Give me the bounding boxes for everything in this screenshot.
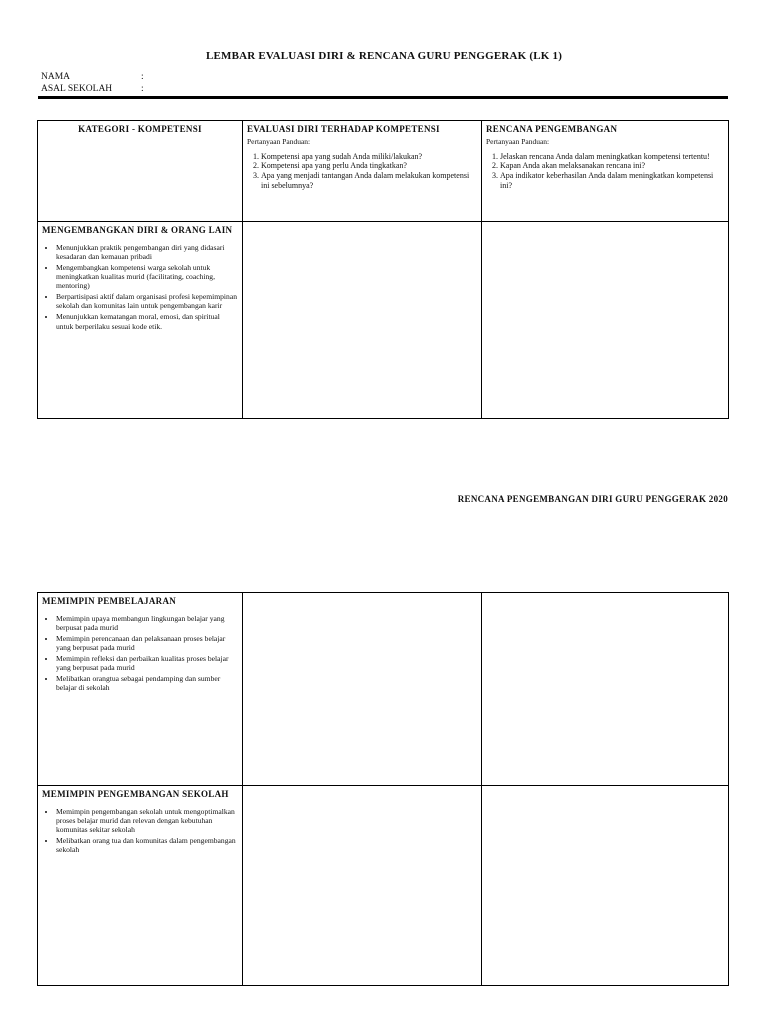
header-rencana-label: RENCANA PENGEMBANGAN xyxy=(486,124,618,134)
evaluasi-guide-label: Pertanyaan Panduan: xyxy=(247,136,311,146)
list-item: • Memimpin pengembangan sekolah untuk mengoptimalkan proses belajar murid dan relevan dengan kebutuhan komunitas sekitar sekolah xyxy=(56,807,238,834)
list-item: • Memimpin perencanaan dan pelaksanaan proses belajar yang berpusat pada murid xyxy=(56,634,238,652)
list-item: • Melibatkan orangtua sebagai pendamping dan sumber belajar di sekolah xyxy=(56,674,238,692)
category-cell xyxy=(38,786,243,986)
list-item: • Berpartisipasi aktif dalam organisasi profesi kepemimpinan sekolah dan komunitas lain untuk pengembangan karir xyxy=(56,292,238,310)
evaluation-table xyxy=(37,120,729,419)
nama-label: NAMA xyxy=(41,72,71,82)
list-item: 2. Kapan Anda akan melaksanakan rencana ini? xyxy=(500,161,724,171)
category-cell xyxy=(38,593,243,786)
category-bullets xyxy=(42,807,238,855)
header-evaluasi-label: EVALUASI DIRI TERHADAP KOMPETENSI xyxy=(247,124,440,134)
category-bullets xyxy=(42,243,238,331)
list-item: 3. Apa indikator keberhasilan Anda dalam meningkatkan kompetensi ini? xyxy=(500,171,724,190)
header-kategori-label: KATEGORI - KOMPETENSI xyxy=(78,124,202,134)
category-cell xyxy=(38,222,243,419)
header-evaluasi xyxy=(243,121,482,222)
rencana-input-cell[interactable] xyxy=(482,222,729,419)
rencana-input-cell[interactable] xyxy=(482,593,729,786)
header-rule xyxy=(38,96,728,99)
rencana-guide-list xyxy=(486,152,724,190)
list-item: • Melibatkan orang tua dan komunitas dalam pengembangan sekolah xyxy=(56,836,238,854)
list-item: 2. Kompetensi apa yang perlu Anda tingkatkan? xyxy=(261,161,477,171)
category-title: MEMIMPIN PENGEMBANGAN SEKOLAH xyxy=(42,789,229,799)
development-table xyxy=(37,592,729,986)
header-kategori xyxy=(38,121,243,222)
list-item: • Memimpin upaya membangun lingkungan belajar yang berpusat pada murid xyxy=(56,614,238,632)
asal-sekolah-sep: : xyxy=(141,84,144,94)
category-title: MEMIMPIN PEMBELAJARAN xyxy=(42,596,177,606)
list-item: 1. Jelaskan rencana Anda dalam meningkatkan kompetensi tertentu! xyxy=(500,152,724,162)
rencana-guide-label: Pertanyaan Panduan: xyxy=(486,136,550,146)
evaluasi-input-cell[interactable] xyxy=(243,786,482,986)
header-rencana xyxy=(482,121,729,222)
page-title: LEMBAR EVALUASI DIRI & RENCANA GURU PENGGERAK (LK 1) xyxy=(205,50,563,62)
list-item: • Mengembangkan kompetensi warga sekolah untuk meningkatkan kualitas murid (facilitating, coaching, mentoring) xyxy=(56,263,238,290)
list-item: 1. Kompetensi apa yang sudah Anda miliki/lakukan? xyxy=(261,152,477,162)
list-item: • Menunjukkan praktik pengembangan diri yang didasari kesadaran dan kemauan pribadi xyxy=(56,243,238,261)
evaluasi-input-cell[interactable] xyxy=(243,593,482,786)
nama-sep: : xyxy=(141,72,144,82)
asal-sekolah-label: ASAL SEKOLAH xyxy=(41,84,113,94)
evaluasi-input-cell[interactable] xyxy=(243,222,482,419)
list-item: • Memimpin refleksi dan perbaikan kualitas proses belajar yang berpusat pada murid xyxy=(56,654,238,672)
rencana-input-cell[interactable] xyxy=(482,786,729,986)
nama-field xyxy=(41,72,144,82)
list-item: • Menunjukkan kematangan moral, emosi, dan spiritual untuk berperilaku sesuai kode etik. xyxy=(56,312,238,330)
section-title: RENCANA PENGEMBANGAN DIRI GURU PENGGERAK 2020 xyxy=(457,494,728,504)
evaluasi-guide-list xyxy=(247,152,477,190)
asal-sekolah-field xyxy=(41,84,144,94)
category-title: MENGEMBANGKAN DIRI & ORANG LAIN xyxy=(42,225,233,235)
list-item: 3. Apa yang menjadi tantangan Anda dalam melakukan kompetensi ini sebelumnya? xyxy=(261,171,477,190)
category-bullets xyxy=(42,614,238,693)
